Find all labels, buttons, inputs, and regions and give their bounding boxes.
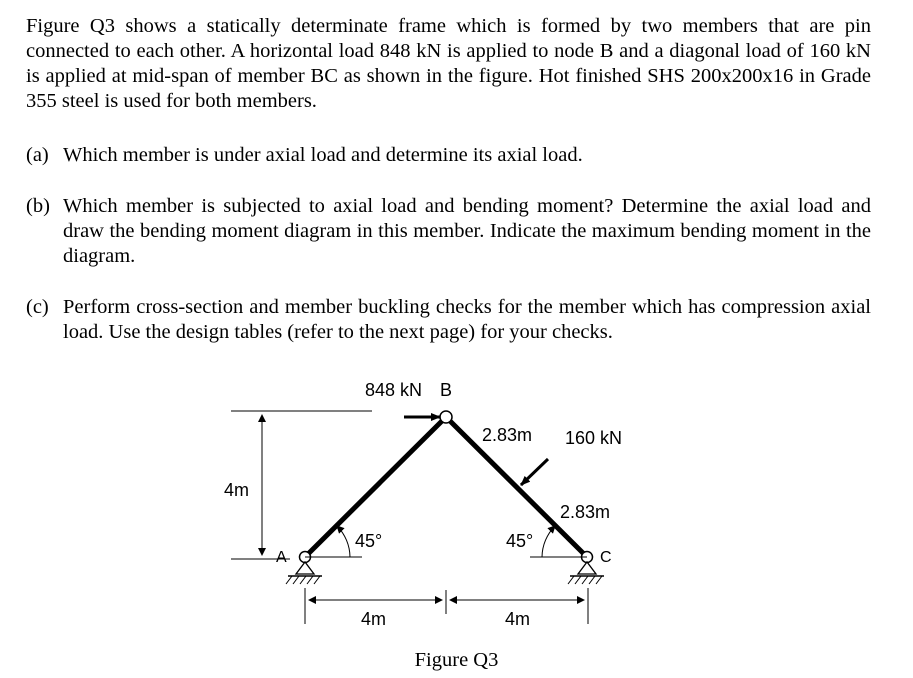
question-c-text: Perform cross-section and member buckling checks for the member which has compression axial load. Use the design tables (refer to the next page) for your checks. bbox=[63, 296, 871, 343]
question-a-text: Which member is under axial load and determine its axial load. bbox=[63, 144, 583, 166]
label-node-a: A bbox=[276, 549, 287, 566]
label-height: 4m bbox=[224, 480, 250, 500]
figure-caption: Figure Q3 bbox=[414, 649, 499, 671]
label-span-left: 4m bbox=[361, 609, 387, 629]
support-a bbox=[286, 552, 322, 585]
label-angle-c: 45° bbox=[506, 531, 534, 551]
question-a-label: (a) bbox=[26, 144, 49, 166]
label-length-lower: 2.83m bbox=[560, 502, 611, 522]
load-arrow-diagonal bbox=[521, 459, 548, 485]
label-load-b: 848 kN bbox=[365, 380, 423, 400]
intro-paragraph: Figure Q3 shows a statically determinate frame which is formed by two members that are pin connected to each other. A horizontal load 848 kN is applied to node B and a diagonal load of 160 kN is applied at mid-span of member BC as shown in the figure. Hot finished SHS 200x200x16 in Grade 355 steel is used for both members. bbox=[26, 15, 871, 112]
label-span-right: 4m bbox=[505, 609, 531, 629]
label-node-c: C bbox=[600, 549, 612, 566]
height-dimension bbox=[231, 411, 372, 559]
span-dimension bbox=[305, 588, 588, 624]
question-c-label: (c) bbox=[26, 296, 49, 318]
label-length-upper: 2.83m bbox=[482, 425, 533, 445]
label-angle-a: 45° bbox=[355, 531, 383, 551]
label-load-diagonal: 160 kN bbox=[565, 428, 623, 448]
question-b-label: (b) bbox=[26, 195, 50, 217]
support-c bbox=[568, 552, 604, 585]
pin-b bbox=[440, 411, 452, 423]
question-b-text: Which member is subjected to axial load and bending moment? Determine the axial load and draw the bending moment diagram in this member. Indicate the maximum bending moment in the diagram. bbox=[63, 195, 871, 267]
label-node-b: B bbox=[440, 380, 453, 400]
